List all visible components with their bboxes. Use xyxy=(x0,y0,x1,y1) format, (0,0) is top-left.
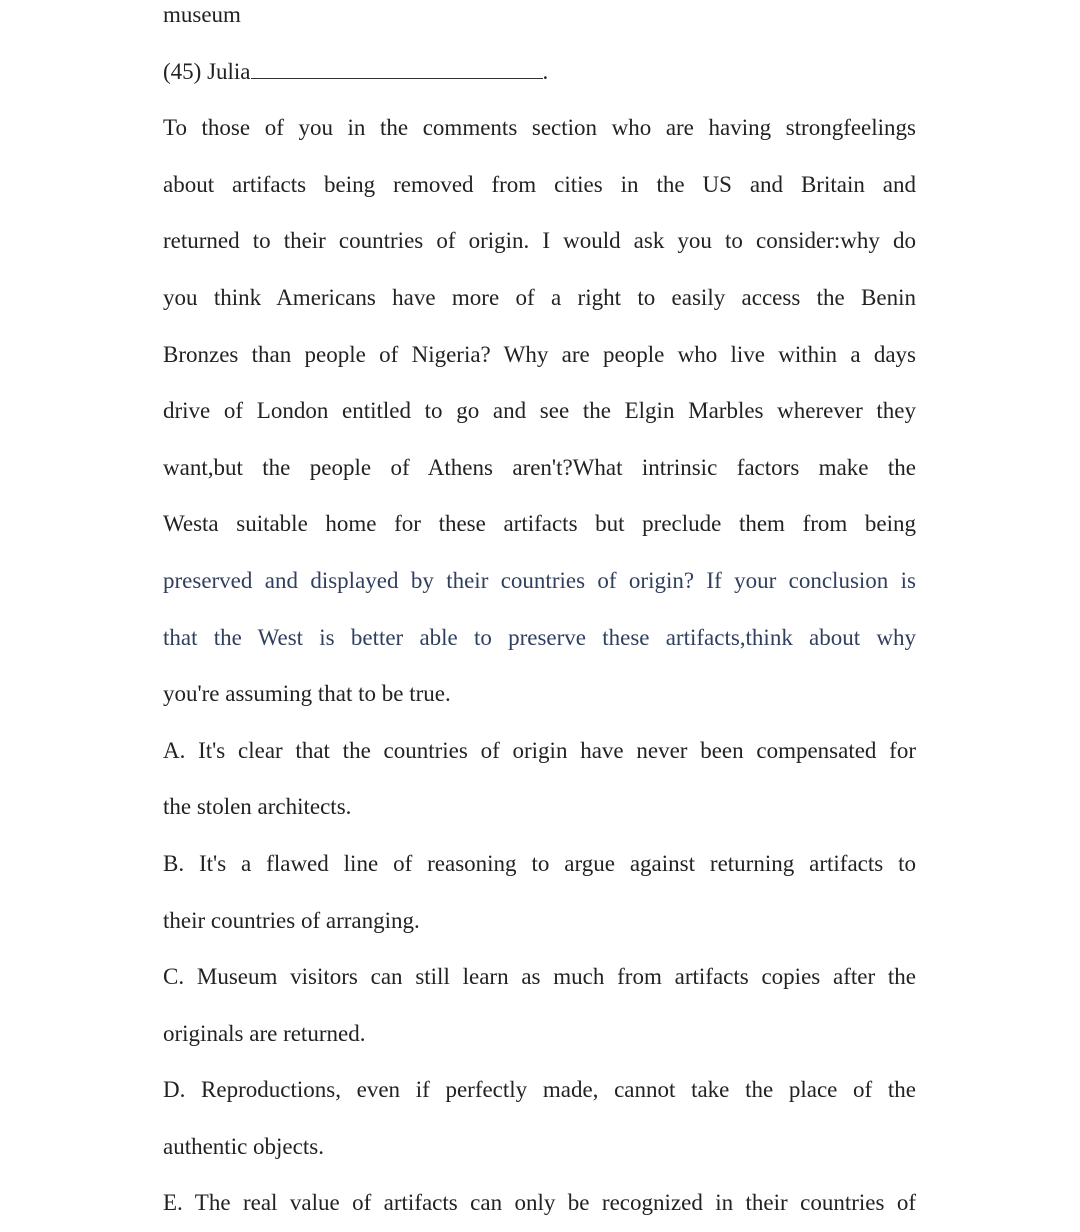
question-label: (45) Julia xyxy=(163,58,251,84)
passage-line: drive of London entitled to go and see the Elgin Marbles wherever they xyxy=(163,398,916,424)
passage-line: preserved and displayed by their countries of origin? If your conclusion is xyxy=(163,567,916,593)
option-d-line-1: D. Reproductions, even if perfectly made, cannot take the place of the xyxy=(163,1077,916,1103)
previous-line: museum xyxy=(163,2,241,27)
passage-line: you think Americans have more of a right to easily access the Benin xyxy=(163,284,916,310)
passage xyxy=(163,100,916,723)
option-c-line-2: originals are returned. xyxy=(163,1020,366,1046)
passage-line: Westa suitable home for these artifacts but preclude them from being xyxy=(163,511,916,537)
passage-line: that the West is better able to preserve these artifacts,think about why xyxy=(163,624,916,650)
option-a[interactable] xyxy=(163,723,916,836)
answer-blank[interactable] xyxy=(251,60,543,79)
answer-options xyxy=(163,723,916,1232)
option-b[interactable] xyxy=(163,836,916,949)
passage-line: To those of you in the comments section who are having strongfeelings xyxy=(163,115,916,141)
passage-line: Bronzes than people of Nigeria? Why are people who live within a days xyxy=(163,341,916,367)
option-d[interactable] xyxy=(163,1062,916,1175)
option-b-line-2: their countries of arranging. xyxy=(163,907,420,933)
question-end: . xyxy=(542,58,549,84)
option-a-line-2: the stolen architects. xyxy=(163,794,352,820)
option-a-line-1: A. It's clear that the countries of origin have never been compensated for xyxy=(163,737,916,763)
passage-line: you're assuming that to be true. xyxy=(163,681,451,707)
option-d-line-2: authentic objects. xyxy=(163,1133,324,1159)
passage-line: about artifacts being removed from cities in the US and Britain and xyxy=(163,171,916,197)
question-45 xyxy=(163,44,916,101)
option-e-line-1: E. The real value of artifacts can only be recognized in their countries of xyxy=(163,1190,916,1216)
option-e[interactable] xyxy=(163,1175,916,1232)
passage-line: returned to their countries of origin. I would ask you to consider:why do xyxy=(163,228,916,254)
passage-line: want,but the people of Athens aren't?What intrinsic factors make the xyxy=(163,454,916,480)
option-c[interactable] xyxy=(163,949,916,1062)
option-b-line-1: B. It's a flawed line of reasoning to argue against returning artifacts to xyxy=(163,850,916,876)
option-c-line-1: C. Museum visitors can still learn as much from artifacts copies after the xyxy=(163,964,916,990)
document-page xyxy=(163,0,916,1232)
